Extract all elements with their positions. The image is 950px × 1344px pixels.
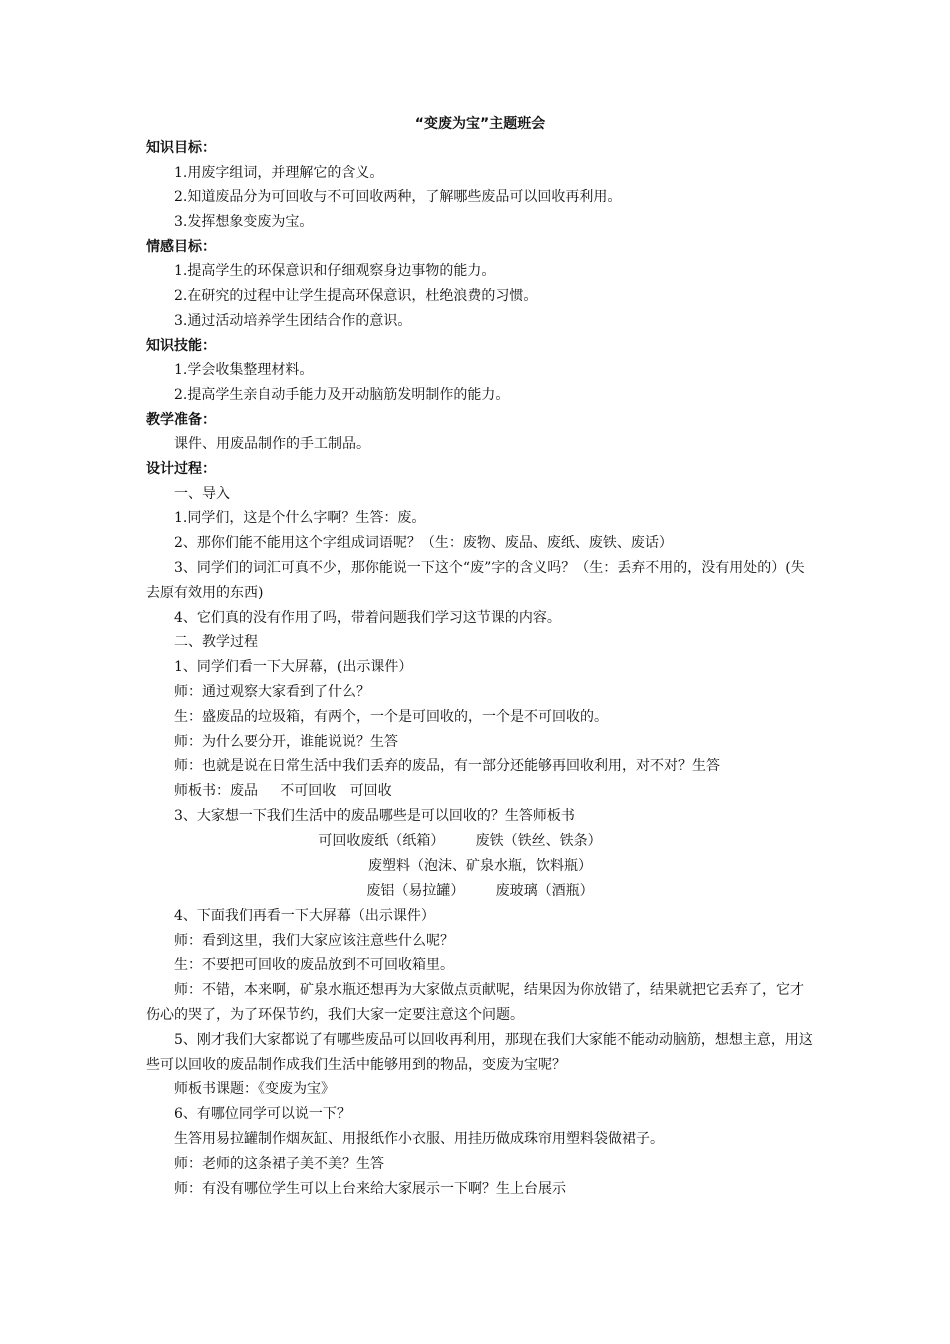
heading-preparation: 教学准备：: [146, 411, 216, 428]
section-title: 一、导入: [174, 485, 230, 502]
paragraph: 2.提高学生亲自动手能力及开动脑筋发明制作的能力。: [174, 387, 510, 404]
board-line: 可回收废纸（纸箱） 废铁（铁丝、铁条）: [318, 832, 602, 849]
paragraph: 2.知道废品分为可回收与不可回收两种，了解哪些废品可以回收再利用。: [174, 189, 622, 206]
paragraph: 2、那你们能不能用这个字组成词语呢？（生：废物、废品、废纸、废铁、废话）: [174, 535, 673, 552]
paragraph: 1、同学们看一下大屏幕，(出示课件）: [174, 659, 413, 676]
paragraph: 3、同学们的词汇可真不少，那你能说一下这个“废”字的含义吗？（生：丢弃不用的，没有用处的）(失去原有效用的东西): [146, 560, 805, 601]
paragraph: 师：看到这里，我们大家应该注意些什么呢？: [174, 932, 454, 949]
paragraph: 1.同学们，这是个什么字啊？生答：废。: [174, 510, 426, 527]
paragraph: 师：有没有哪位学生可以上台来给大家展示一下啊？生上台展示: [174, 1180, 566, 1197]
paragraph: 1.用废字组词，并理解它的含义。: [174, 164, 384, 181]
paragraph: 师：为什么要分开，谁能说说？生答: [174, 733, 398, 750]
paragraph: 师：不错，本来啊，矿泉水瓶还想再为大家做点贡献呢，结果因为你放错了，结果就把它丢弃了，它才伤心的哭了，为了环保节约，我们大家一定要注意这个问题。: [146, 982, 804, 1024]
paragraph: 4、它们真的没有作用了吗，带着问题我们学习这节课的内容。: [174, 609, 561, 626]
heading-knowledge-goals: 知识目标：: [146, 140, 216, 156]
document-page: [146, 112, 814, 1312]
paragraph: 生：不要把可回收的废品放到不可回收箱里。: [174, 957, 454, 974]
paragraph: 1.学会收集整理材料。: [174, 362, 314, 379]
paragraph: 5、刚才我们大家都说了有哪些废品可以回收再利用，那现在我们大家能不能动动脑筋，想想主意，用这些可以回收的废品制作成我们生活中能够用到的物品，变废为宝呢？: [146, 1031, 813, 1073]
section-title: 二、教学过程: [174, 634, 258, 651]
paragraph: 师：也就是说在日常生活中我们丢弃的废品，有一部分还能够再回收利用，对不对？生答: [174, 758, 720, 775]
document-title: “变废为宝”主题班会: [414, 116, 546, 132]
paragraph: 6、有哪位同学可以说一下？: [174, 1106, 351, 1123]
heading-design: 设计过程：: [146, 461, 216, 478]
paragraph: 师板书：废品 不可回收 可回收: [174, 783, 392, 800]
paragraph: 3.发挥想象变废为宝。: [174, 214, 314, 231]
paragraph: 3.通过活动培养学生团结合作的意识。: [174, 312, 412, 329]
paragraph: 师板书课题：《变废为宝》: [174, 1081, 335, 1098]
paragraph: 生答用易拉罐制作烟灰缸、用报纸作小衣服、用挂历做成珠帘用塑料袋做裙子。: [174, 1131, 664, 1147]
board-line: 废铝（易拉罐） 废玻璃（酒瓶）: [366, 882, 594, 899]
paragraph: 师：通过观察大家看到了什么？: [174, 684, 370, 701]
paragraph: 师：老师的这条裙子美不美？生答: [174, 1155, 384, 1172]
paragraph: 4、下面我们再看一下大屏幕（出示课件）: [174, 907, 435, 924]
paragraph: 生：盛废品的垃圾箱，有两个，一个是可回收的，一个是不可回收的。: [174, 708, 608, 725]
paragraph: 课件、用废品制作的手工制品。: [174, 436, 370, 453]
paragraph: 1.提高学生的环保意识和仔细观察身边事物的能力。: [174, 263, 496, 280]
board-line: 废塑料（泡沫、矿泉水瓶，饮料瓶）: [368, 857, 592, 874]
paragraph: 3、大家想一下我们生活中的废品哪些是可以回收的？生答师板书: [174, 808, 575, 825]
heading-emotion-goals: 情感目标：: [146, 238, 216, 255]
heading-skills: 知识技能：: [146, 337, 216, 354]
paragraph: 2.在研究的过程中让学生提高环保意识，杜绝浪费的习惯。: [174, 288, 538, 305]
